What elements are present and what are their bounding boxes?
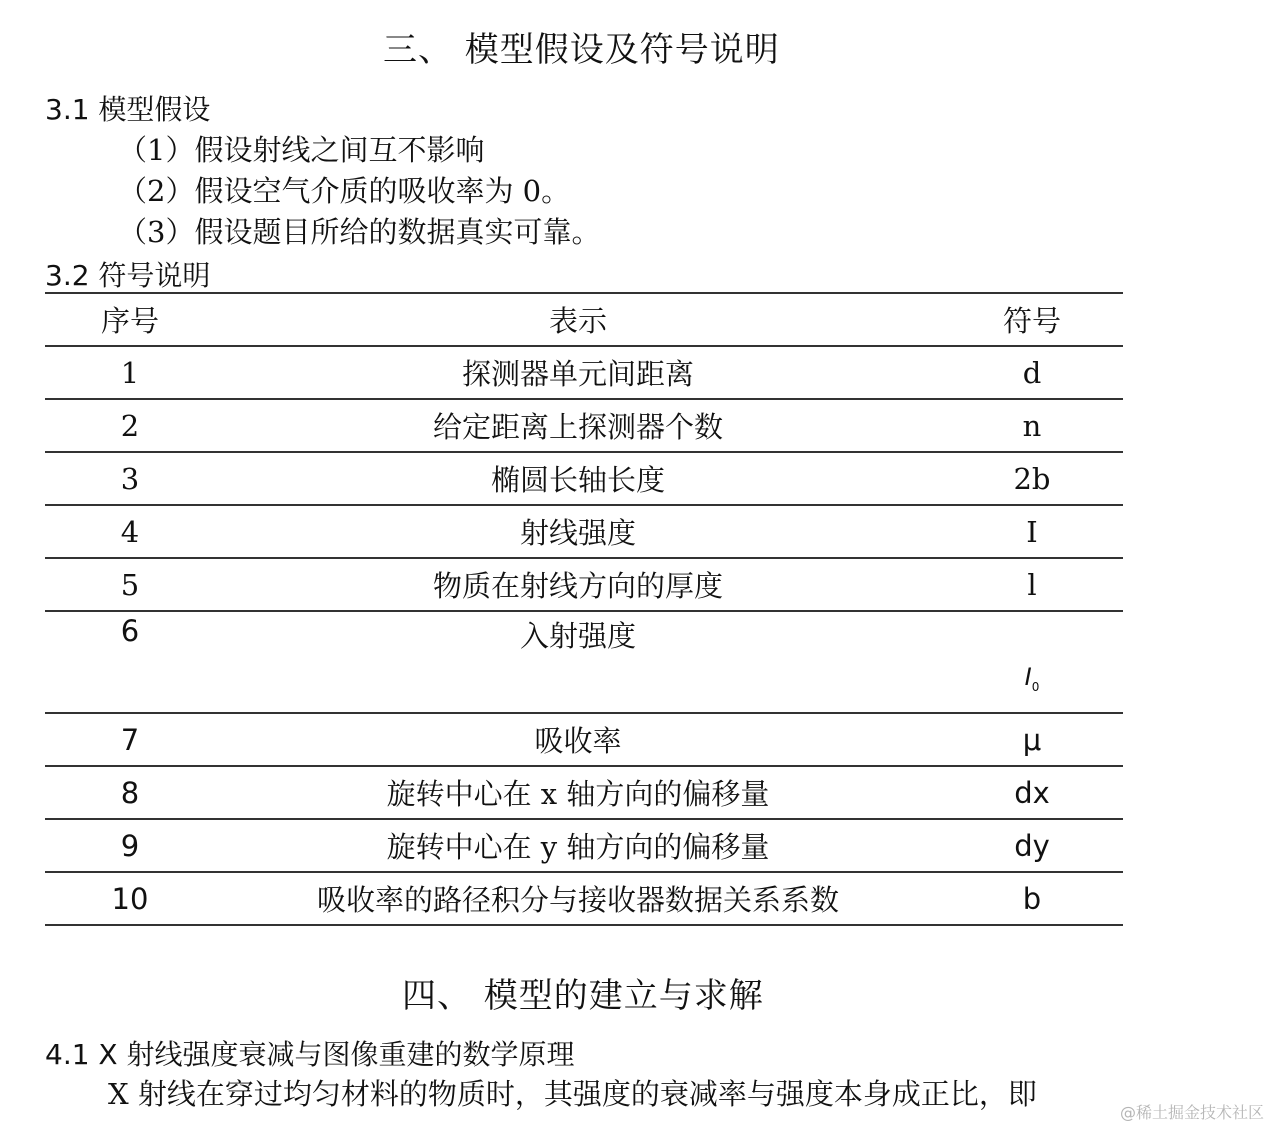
row-sym xyxy=(941,611,1123,713)
table-row xyxy=(45,399,1123,452)
row-desc: 给定距离上探测器个数 xyxy=(215,399,941,452)
row-desc: 旋转中心在 y 轴方向的偏移量 xyxy=(215,819,941,872)
row-num: 5 xyxy=(45,558,215,611)
row-num: 8 xyxy=(45,766,215,819)
row-sym: d xyxy=(941,346,1123,399)
row-desc: 旋转中心在 x 轴方向的偏移量 xyxy=(215,766,941,819)
section-4-1-heading: 4.1 X 射线强度衰减与图像重建的数学原理 xyxy=(45,1038,575,1071)
section-3-2-heading: 3.2 符号说明 xyxy=(45,259,211,292)
watermark: @稀土掘金技术社区 xyxy=(1120,1103,1265,1122)
column-header-desc: 表示 xyxy=(215,293,941,346)
table-row xyxy=(45,713,1123,766)
row-desc: 吸收率 xyxy=(215,713,941,766)
table-header-row xyxy=(45,293,1123,346)
row-sym: b xyxy=(941,872,1123,925)
table-row xyxy=(45,872,1123,925)
row-sym: μ xyxy=(941,713,1123,766)
row-sym: dx xyxy=(941,766,1123,819)
row-num: 4 xyxy=(45,505,215,558)
row-sym: 2b xyxy=(941,452,1123,505)
table-row xyxy=(45,505,1123,558)
assumption-item: （2）假设空气介质的吸收率为 0。 xyxy=(118,174,571,208)
row-num: 7 xyxy=(45,713,215,766)
row-num: 10 xyxy=(45,872,215,925)
table-row xyxy=(45,819,1123,872)
chapter-3-title: 三、 模型假设及符号说明 xyxy=(383,30,780,70)
table-row xyxy=(45,558,1123,611)
row-sym: dy xyxy=(941,819,1123,872)
row-desc: 入射强度 xyxy=(215,611,941,713)
row-num: 1 xyxy=(45,346,215,399)
section-3-1-heading: 3.1 模型假设 xyxy=(45,93,211,126)
row-sym: I xyxy=(941,505,1123,558)
row-desc: 物质在射线方向的厚度 xyxy=(215,558,941,611)
assumption-item: （3）假设题目所给的数据真实可靠。 xyxy=(118,215,601,249)
table-row xyxy=(45,766,1123,819)
row-desc: 探测器单元间距离 xyxy=(215,346,941,399)
table-row xyxy=(45,611,1123,713)
row-num: 9 xyxy=(45,819,215,872)
row-sym: n xyxy=(941,399,1123,452)
row-num: 6 xyxy=(45,611,215,713)
column-header-num: 序号 xyxy=(45,293,215,346)
symbol-i0: $I_0$ xyxy=(1024,663,1040,694)
symbol-table xyxy=(45,292,1123,926)
row-num: 2 xyxy=(45,399,215,452)
table-row xyxy=(45,346,1123,399)
body-paragraph: X 射线在穿过均匀材料的物质时，其强度的衰减率与强度本身成正比，即 xyxy=(108,1077,1037,1111)
row-desc: 椭圆长轴长度 xyxy=(215,452,941,505)
column-header-sym: 符号 xyxy=(941,293,1123,346)
row-desc: 射线强度 xyxy=(215,505,941,558)
row-desc: 吸收率的路径积分与接收器数据关系系数 xyxy=(215,872,941,925)
row-sym: l xyxy=(941,558,1123,611)
assumption-item: （1）假设射线之间互不影响 xyxy=(118,133,485,167)
table-row xyxy=(45,452,1123,505)
row-num: 3 xyxy=(45,452,215,505)
chapter-4-title: 四、 模型的建立与求解 xyxy=(402,976,764,1016)
